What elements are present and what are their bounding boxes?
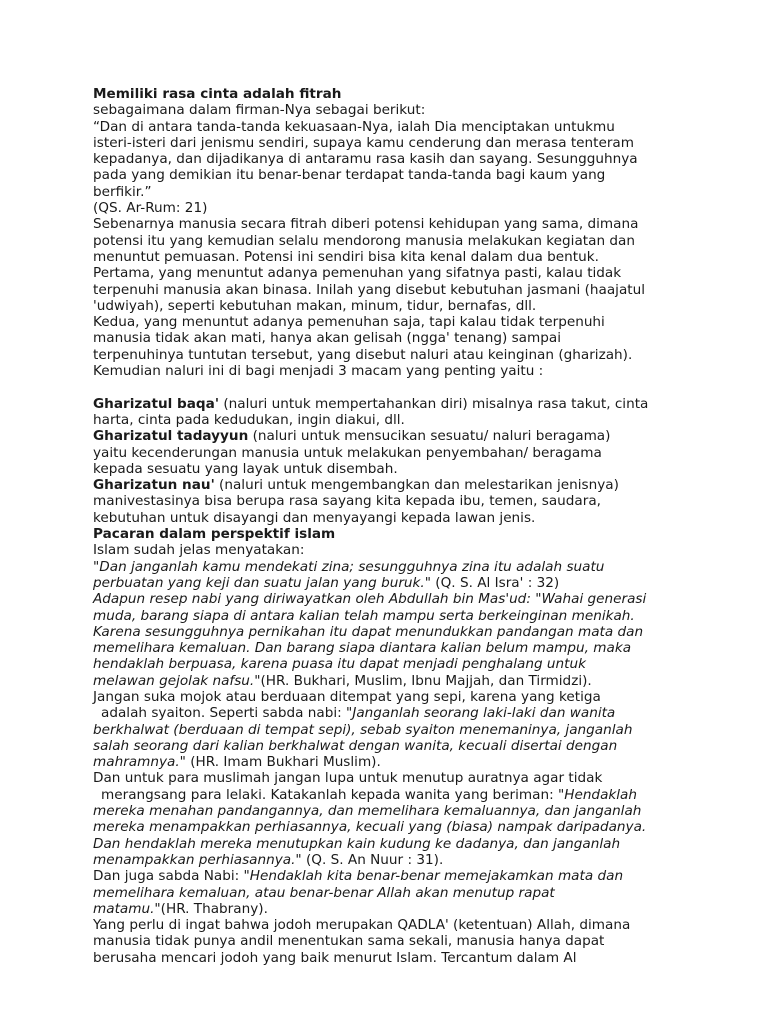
text-line (93, 885, 728, 901)
text-line (93, 559, 728, 575)
text-segment: Sebenarnya manusia secara fitrah diberi potensi kehidupan yang sama, dimana (93, 216, 639, 233)
text-segment: yaitu kecenderungan manusia untuk melakukan penyembahan/ beragama (93, 444, 602, 461)
text-line (93, 542, 728, 558)
text-line (93, 445, 728, 461)
bold-text: Pacaran dalam perspektif islam (93, 526, 336, 543)
text-segment: adalah syaiton. Seperti sabda nabi: " (101, 705, 353, 722)
text-line (93, 608, 728, 624)
text-segment: berusaha mencari jodoh yang baik menurut Islam. Tercantum dalam Al (93, 949, 577, 966)
text-line (93, 119, 728, 135)
italic-text: Adapun resep nabi yang diriwayatkan oleh Abdullah bin Mas'ud: "Wahai generasi (93, 591, 647, 608)
text-segment: Dan juga sabda Nabi: " (93, 868, 250, 885)
blank-line (93, 379, 728, 395)
text-line (93, 493, 728, 509)
text-line (93, 428, 728, 444)
italic-text: memelihara kemaluan. Dan barang siapa diantara kalian belum mampu, maka (93, 640, 632, 657)
text-line (93, 102, 728, 118)
text-segment: Kedua, yang menuntut adanya pemenuhan saja, tapi kalau tidak terpenuhi (93, 314, 605, 331)
text-segment: (naluri untuk mempertahankan diri) misalnya rasa takut, cinta (219, 395, 649, 412)
italic-text: matamu. (93, 900, 155, 917)
text-segment: manusia tidak akan mati, hanya akan gelisah (ngga' tenang) sampai (93, 330, 561, 347)
text-segment: sebagaimana dalam firman-Nya sebagai berikut: (93, 102, 426, 119)
text-segment: 'udwiyah), seperti kebutuhan makan, minum, tidur, bernafas, dll. (93, 297, 537, 314)
text-line (93, 363, 728, 379)
text-segment: potensi itu yang kemudian selalu mendorong manusia melakukan kegiatan dan (93, 232, 635, 249)
text-line (93, 265, 728, 281)
text-line (93, 852, 728, 868)
text-line (93, 656, 728, 672)
text-line (93, 689, 728, 705)
text-segment: terpenuhi manusia akan binasa. Inilah yang disebut kebutuhan jasmani (haajatul (93, 281, 646, 298)
text-segment: kepadanya, dan dijadikanya di antaramu rasa kasih dan sayang. Sesungguhnya (93, 151, 638, 168)
text-segment: Yang perlu di ingat bahwa jodoh merupakan QADLA' (ketentuan) Allah, dimana (93, 917, 631, 934)
text-segment: Jangan suka mojok atau berduaan ditempat yang sepi, karena yang ketiga (93, 688, 601, 705)
text-segment: (naluri untuk mensucikan sesuatu/ naluri beragama) (248, 428, 611, 445)
text-line (93, 917, 728, 933)
text-segment: terpenuhinya tuntutan tersebut, yang disebut naluri atau keinginan (gharizah). (93, 346, 633, 363)
text-segment: merangsang para lelaki. Katakanlah kepada wanita yang beriman: " (101, 786, 565, 803)
text-segment: " (93, 558, 100, 575)
text-line (93, 819, 728, 835)
text-line (93, 933, 728, 949)
text-segment: menuntut pemuasan. Potensi ini sendiri bisa kita kenal dalam dua bentuk. (93, 248, 599, 265)
text-line (93, 868, 728, 884)
text-segment: Islam sudah jelas menyatakan: (93, 542, 305, 559)
text-line (93, 624, 728, 640)
bold-text: Gharizatul tadayyun (93, 428, 249, 445)
text-segment: harta, cinta pada kedudukan, ingin diakui, dll. (93, 411, 405, 428)
text-line (93, 233, 728, 249)
text-segment: manusia tidak punya andil menentukan sama sekali, manusia hanya dapat (93, 933, 605, 950)
italic-text: berkhalwat (berduaan di tempat sepi), sebab syaiton menemaninya, janganlah (93, 721, 633, 738)
text-line (93, 722, 728, 738)
text-segment: (naluri untuk mengembangkan dan melestarikan jenisnya) (214, 477, 619, 494)
text-segment: "(HR. Thabrany). (154, 900, 268, 917)
text-segment: "(HR. Bukhari, Muslim, Ibnu Majjah, dan Tirmidzi). (254, 672, 592, 689)
italic-text: hendaklah berpuasa, karena puasa itu dapat menjadi penghalang untuk (93, 656, 586, 673)
italic-text: Hendaklah (564, 786, 637, 803)
text-segment: pada yang demikian itu benar-benar terdapat tanda-tanda bagi kaum yang (93, 167, 606, 184)
italic-text: mereka menampakkan perhiasannya, kecuali yang (biasa) nampak daripadanya. (93, 819, 647, 836)
text-line (93, 216, 728, 232)
italic-text: memelihara kemaluan, atau benar-benar Allah akan menutup rapat (93, 884, 555, 901)
text-line (93, 347, 728, 363)
text-line (93, 396, 728, 412)
text-line (93, 151, 728, 167)
text-line (93, 836, 728, 852)
text-line (93, 330, 728, 346)
text-line (93, 184, 728, 200)
document-body (93, 86, 728, 966)
text-segment: isteri-isteri dari jenismu sendiri, supaya kamu cenderung dan merasa tenteram (93, 134, 635, 151)
text-segment: kebutuhan untuk disayangi dan menyayangi kepada lawan jenis. (93, 509, 536, 526)
italic-text: melawan gejolak nafsu. (93, 672, 255, 689)
text-line (93, 787, 728, 803)
italic-text: Karena sesungguhnya pernikahan itu dapat menundukkan pandangan mata dan (93, 623, 644, 640)
bold-text: Gharizatul baqa' (93, 395, 219, 412)
text-line (93, 167, 728, 183)
text-line (93, 461, 728, 477)
italic-text: salah seorang dari kalian berkhalwat dengan wanita, kecuali disertai dengan (93, 737, 618, 754)
italic-text: muda, barang siapa di antara kalian telah mampu serta berkeinginan menikah. (93, 607, 635, 624)
text-segment: Dan untuk para muslimah jangan lupa untuk menutup auratnya agar tidak (93, 770, 603, 787)
text-line (93, 282, 728, 298)
text-segment: " (Q. S. Al Isra' : 32) (424, 574, 560, 591)
text-line (93, 705, 728, 721)
text-line (93, 754, 728, 770)
italic-text: Janganlah seorang laki-laki dan wanita (352, 705, 616, 722)
text-line (93, 477, 728, 493)
text-segment: " (HR. Imam Bukhari Muslim). (179, 754, 381, 771)
bold-text: Memiliki rasa cinta adalah fitrah (93, 86, 342, 102)
text-segment: kepada sesuatu yang layak untuk disembah. (93, 460, 398, 477)
text-segment: “Dan di antara tanda-tanda kekuasaan-Nya, ialah Dia menciptakan untukmu (93, 118, 615, 135)
text-line (93, 591, 728, 607)
text-line (93, 86, 728, 102)
text-line (93, 249, 728, 265)
text-line (93, 314, 728, 330)
text-line (93, 510, 728, 526)
text-line (93, 575, 728, 591)
text-line (93, 673, 728, 689)
text-line (93, 412, 728, 428)
text-segment: " (Q. S. An Nuur : 31). (295, 851, 444, 868)
text-segment: manivestasinya bisa berupa rasa sayang kita kepada ibu, temen, saudara, (93, 493, 601, 510)
italic-text: mahramnya. (93, 754, 180, 771)
text-line (93, 901, 728, 917)
italic-text: mereka menahan pandangannya, dan memelihara kemaluannya, dan janganlah (93, 803, 642, 820)
text-line (93, 640, 728, 656)
text-segment: (QS. Ar-Rum: 21) (93, 200, 208, 217)
italic-text: Dan janganlah kamu mendekati zina; sesungguhnya zina itu adalah suatu (99, 558, 605, 575)
text-line (93, 803, 728, 819)
text-line (93, 298, 728, 314)
text-segment: berfikir.” (93, 183, 152, 200)
text-line (93, 770, 728, 786)
text-line (93, 738, 728, 754)
text-segment: Kemudian naluri ini di bagi menjadi 3 macam yang penting yaitu : (93, 363, 544, 380)
text-line (93, 200, 728, 216)
italic-text: perbuatan yang keji dan suatu jalan yang buruk. (93, 574, 425, 591)
text-line (93, 526, 728, 542)
text-line (93, 950, 728, 966)
italic-text: Dan hendaklah mereka menutupkan kain kudung ke dadanya, dan janganlah (93, 835, 621, 852)
italic-text: menampakkan perhiasannya. (93, 851, 296, 868)
text-line (93, 135, 728, 151)
bold-text: Gharizatun nau' (93, 477, 215, 494)
text-segment: Pertama, yang menuntut adanya pemenuhan yang sifatnya pasti, kalau tidak (93, 265, 622, 282)
italic-text: Hendaklah kita benar-benar memejakamkan mata dan (249, 868, 624, 885)
